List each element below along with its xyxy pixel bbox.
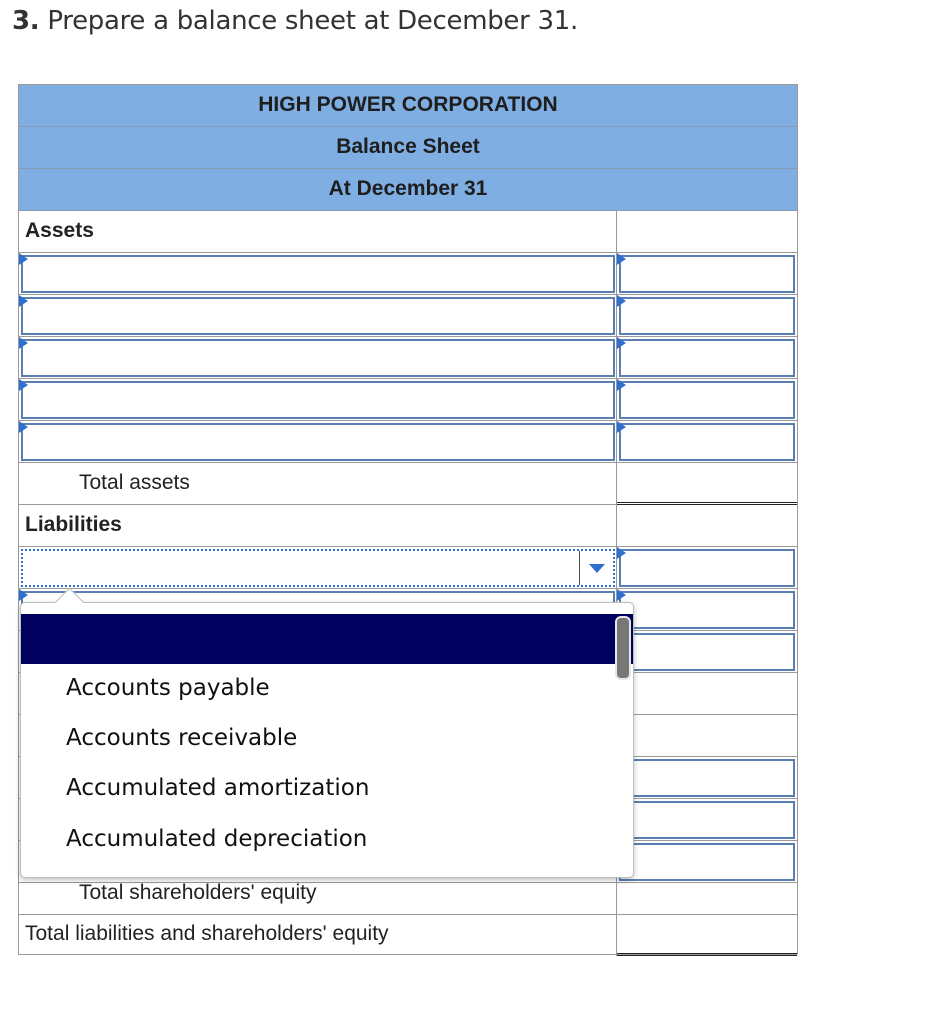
- dropdown-option-blank-selected[interactable]: [21, 614, 633, 664]
- dropdown-option[interactable]: Accumulated amortization: [66, 775, 370, 801]
- dropdown-scrollbar[interactable]: [615, 616, 631, 680]
- total-assets-row: [19, 463, 797, 505]
- input-marker-icon: [617, 421, 626, 433]
- input-marker-icon: [617, 337, 626, 349]
- liability-amount-input[interactable]: [619, 591, 795, 629]
- asset-account-select[interactable]: [21, 423, 615, 461]
- input-marker-icon: [19, 295, 28, 307]
- dropdown-option[interactable]: Accounts receivable: [66, 725, 298, 751]
- company-name: HIGH POWER CORPORATION: [19, 85, 797, 127]
- input-marker-icon: [617, 253, 626, 265]
- total-liab-equity-row: [19, 914, 797, 956]
- total-liab-equity-label: Total liabilities and shareholders' equity: [19, 914, 617, 956]
- asset-account-select[interactable]: [21, 339, 615, 377]
- total-assets-amount: [617, 463, 797, 505]
- amount-cell: [617, 211, 797, 253]
- input-marker-icon: [617, 589, 626, 601]
- input-marker-icon: [19, 337, 28, 349]
- question-number: 3.: [12, 6, 40, 36]
- dropdown-option[interactable]: Accounts payable: [66, 675, 270, 701]
- input-marker-icon: [19, 589, 28, 601]
- asset-row: [19, 253, 797, 295]
- chevron-down-icon: [589, 564, 605, 573]
- asset-row: [19, 379, 797, 421]
- asset-amount-input[interactable]: [619, 339, 795, 377]
- asset-account-select[interactable]: [21, 381, 615, 419]
- liability-account-dropdown[interactable]: [21, 549, 615, 587]
- total-equity-row: [19, 873, 797, 915]
- input-marker-icon: [617, 547, 626, 559]
- asset-amount-input[interactable]: [619, 423, 795, 461]
- asset-row: [19, 421, 797, 463]
- amount-cell: [617, 505, 797, 547]
- liability-amount-input[interactable]: [619, 549, 795, 587]
- assets-label: Assets: [19, 211, 617, 253]
- input-marker-icon: [19, 253, 28, 265]
- total-assets-label: Total assets: [19, 463, 617, 505]
- dropdown-toggle[interactable]: [579, 551, 613, 585]
- amount-input[interactable]: [619, 633, 795, 671]
- subtotal-amount: [617, 673, 797, 715]
- input-marker-icon: [19, 379, 28, 391]
- dropdown-option[interactable]: Accumulated depreciation: [66, 826, 368, 852]
- liability-row-active: [19, 547, 797, 589]
- amount-cell: [617, 715, 797, 757]
- asset-account-select[interactable]: [21, 297, 615, 335]
- equity-amount-input[interactable]: [619, 759, 795, 797]
- statement-date: At December 31: [19, 169, 797, 211]
- statement-title: Balance Sheet: [19, 127, 797, 169]
- total-equity-label: Total shareholders' equity: [19, 873, 617, 915]
- input-marker-icon: [19, 421, 28, 433]
- asset-amount-input[interactable]: [619, 381, 795, 419]
- question-prompt: [12, 6, 578, 36]
- total-equity-amount: [617, 873, 797, 915]
- input-marker-icon: [617, 295, 626, 307]
- asset-row: [19, 337, 797, 379]
- asset-row: [19, 295, 797, 337]
- liabilities-header-row: [19, 505, 797, 547]
- asset-amount-input[interactable]: [619, 255, 795, 293]
- liabilities-label: Liabilities: [19, 505, 617, 547]
- input-marker-icon: [617, 379, 626, 391]
- asset-amount-input[interactable]: [619, 297, 795, 335]
- total-liab-equity-amount: [617, 914, 797, 956]
- equity-amount-input[interactable]: [619, 801, 795, 839]
- dropdown-list: [20, 602, 634, 878]
- assets-header-row: [19, 211, 797, 253]
- asset-account-select[interactable]: [21, 255, 615, 293]
- question-text: Prepare a balance sheet at December 31.: [47, 6, 578, 36]
